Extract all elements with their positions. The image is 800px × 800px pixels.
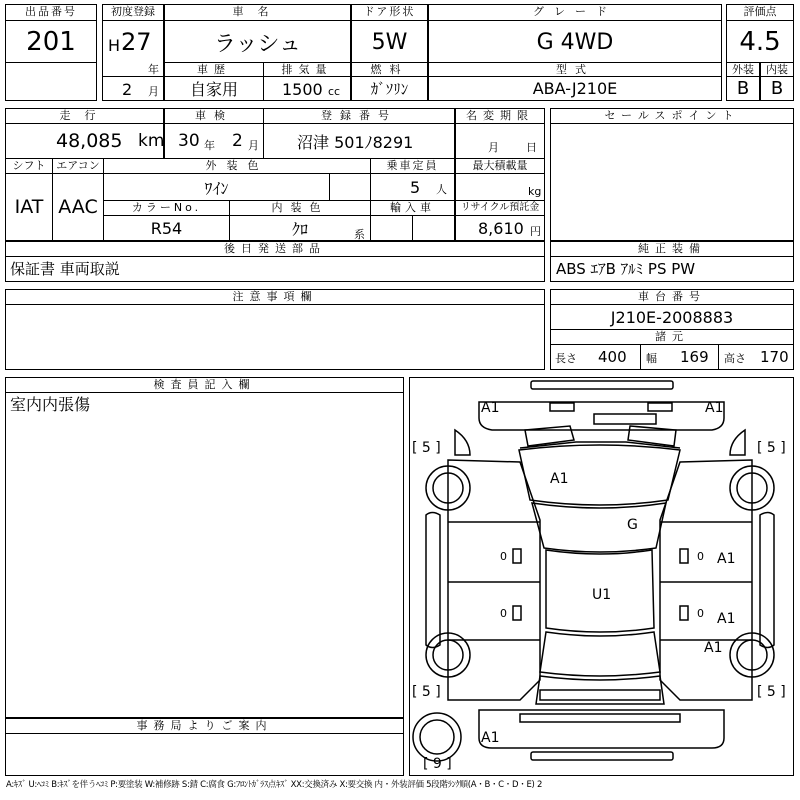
mark-roof: U1 <box>592 587 612 603</box>
width: 169 <box>680 348 709 366</box>
mark-front-right: A1 <box>705 400 724 416</box>
mark-right-front-door: A1 <box>717 551 736 567</box>
lot-number: 201 <box>26 27 76 57</box>
import-box <box>370 215 413 241</box>
capacity-unit: 人 <box>436 183 447 196</box>
notes-box <box>5 304 545 370</box>
height-label: 高さ <box>724 352 746 365</box>
color-no: R54 <box>150 218 183 238</box>
insp-year-unit: 年 <box>204 139 215 152</box>
door-label: ドア形状 <box>351 4 428 21</box>
int-color: ｸﾛ <box>291 219 308 239</box>
ac-label: エアコン <box>52 158 104 174</box>
mark-front-left: A1 <box>481 400 500 416</box>
reg-month: 2 <box>122 80 133 99</box>
spare-tire: [ 9 ] <box>423 756 452 772</box>
dims-label: 諸元 <box>550 329 794 345</box>
insp-year: 30 <box>178 131 200 151</box>
exterior-grade: B <box>736 78 750 99</box>
recycle-label: リサイクル預託金 <box>455 200 545 216</box>
mark-hood: A1 <box>550 471 569 487</box>
name-change-label: 名変期限 <box>455 108 545 124</box>
parts-value: 保証書 車両取説 <box>10 260 120 278</box>
door-type: 5W <box>371 29 408 55</box>
width-label: 幅 <box>646 352 657 365</box>
plate: 沼津 501ﾉ8291 <box>297 132 414 152</box>
ext-color-label: 外装色 <box>103 158 371 174</box>
legend: A:ｷｽﾞ U:ﾍｺﾐ B:ｷｽﾞを伴うﾍｺﾐ P:要塗装 W:補修跡 S:錆 C:腐食 G:ﾌﾛﾝﾄｶﾞﾗｽ点ｷｽﾞ XX:交換済み X:要交換 内・外装評価 5段階ﾗﾝｸ順(A・B・C・D・E) 2 <box>6 780 543 790</box>
height: 170 <box>760 348 789 366</box>
shift: IAT <box>14 196 44 218</box>
model: ABA-J210E <box>532 79 618 98</box>
import-box-2 <box>412 215 455 241</box>
grade: G 4WD <box>536 29 614 55</box>
reg-month-unit: 月 <box>148 85 159 98</box>
capacity: 5 <box>410 178 421 197</box>
inspector-text: 室内内張傷 <box>10 395 91 414</box>
mileage-unit: km <box>138 131 165 151</box>
insp-month-unit: 月 <box>248 139 259 152</box>
num-left-door-rear: 0 <box>500 607 507 620</box>
color-no-label: カラーNo. <box>103 200 230 216</box>
num-right-door-rear: 0 <box>697 607 704 620</box>
history-label: 車歴 <box>164 62 264 77</box>
score-label: 評価点 <box>726 4 794 21</box>
int-color-label: 内装色 <box>229 200 371 216</box>
reg-divider <box>102 76 164 77</box>
office-box <box>5 733 404 776</box>
num-right-door-front: 0 <box>697 550 704 563</box>
fuel: ｶﾞｿﾘﾝ <box>370 80 409 98</box>
mileage-label: 走行 <box>5 108 164 124</box>
mark-windshield: G <box>627 517 638 533</box>
displacement: 1500 <box>282 80 323 99</box>
num-left-door-front: 0 <box>500 550 507 563</box>
equipment-label: 純正装備 <box>550 241 794 257</box>
reg-year: 27 <box>121 28 152 56</box>
history: 自家用 <box>189 80 238 99</box>
chassis: J210E-2008883 <box>610 307 734 327</box>
mileage: 48,085 <box>56 130 123 152</box>
plate-label: 登録番号 <box>263 108 455 124</box>
score: 4.5 <box>739 27 781 57</box>
length: 400 <box>598 348 627 366</box>
recycle: 8,610 <box>478 219 524 238</box>
tire-front-right: [ 5 ] <box>757 440 786 456</box>
sales-point-box <box>550 108 794 241</box>
ext-color-box-2 <box>329 173 371 201</box>
parts-label: 後日発送部品 <box>5 241 545 257</box>
inspector-box <box>5 377 404 718</box>
grade-label: グレード <box>428 4 722 21</box>
shift-label: シフト <box>5 158 53 174</box>
car-name: ラッシュ <box>213 31 302 57</box>
import-label: 輸入車 <box>370 200 455 216</box>
tire-rear-left: [ 5 ] <box>412 684 441 700</box>
nc-day-unit: 日 <box>526 141 537 154</box>
int-color-unit: 系 <box>354 228 365 241</box>
equipment: ABS ｴｱB ｱﾙﾐ PS PW <box>556 260 696 278</box>
dims-div-2 <box>718 344 719 370</box>
interior-label: 内装 <box>760 62 794 77</box>
sales-point-label: セールスポイント <box>550 108 794 124</box>
length-label: 長さ <box>555 352 577 365</box>
mark-right-rear-door: A1 <box>717 611 736 627</box>
inspection-label: 車検 <box>164 108 264 124</box>
max-load-label: 最大積載量 <box>455 158 545 174</box>
first-reg-label: 初度登録 <box>102 4 164 21</box>
dims-box <box>550 344 794 370</box>
dims-div-1 <box>640 344 641 370</box>
office-label: 事務局よりご案内 <box>5 718 404 734</box>
diagram-box <box>409 377 794 776</box>
displacement-unit: cc <box>328 85 341 98</box>
era: H <box>108 36 121 55</box>
mark-right-rear-fender: A1 <box>704 640 723 656</box>
lot-divider <box>5 62 97 63</box>
displacement-label: 排気量 <box>263 62 351 77</box>
ac: AAC <box>58 196 98 218</box>
capacity-label: 乗車定員 <box>370 158 455 174</box>
max-load-unit: kg <box>528 185 542 198</box>
notes-label: 注意事項欄 <box>5 289 545 305</box>
chassis-label: 車台番号 <box>550 289 794 305</box>
insp-month: 2 <box>232 131 243 151</box>
lot-label: 出品番号 <box>5 4 97 21</box>
model-label: 型式 <box>428 62 722 77</box>
ext-color: ﾜｲﾝ <box>204 178 229 198</box>
interior-grade: B <box>770 78 784 99</box>
nc-month-unit: 月 <box>488 141 499 154</box>
tire-rear-right: [ 5 ] <box>757 684 786 700</box>
exterior-label: 外装 <box>726 62 760 77</box>
fuel-label: 燃料 <box>351 62 428 77</box>
mark-rear-bumper: A1 <box>481 730 500 746</box>
inspector-label: 検査員記入欄 <box>5 377 404 393</box>
recycle-unit: 円 <box>530 225 541 238</box>
car-name-label: 車名 <box>164 4 351 21</box>
tire-front-left: [ 5 ] <box>412 440 441 456</box>
reg-year-unit: 年 <box>148 63 159 76</box>
